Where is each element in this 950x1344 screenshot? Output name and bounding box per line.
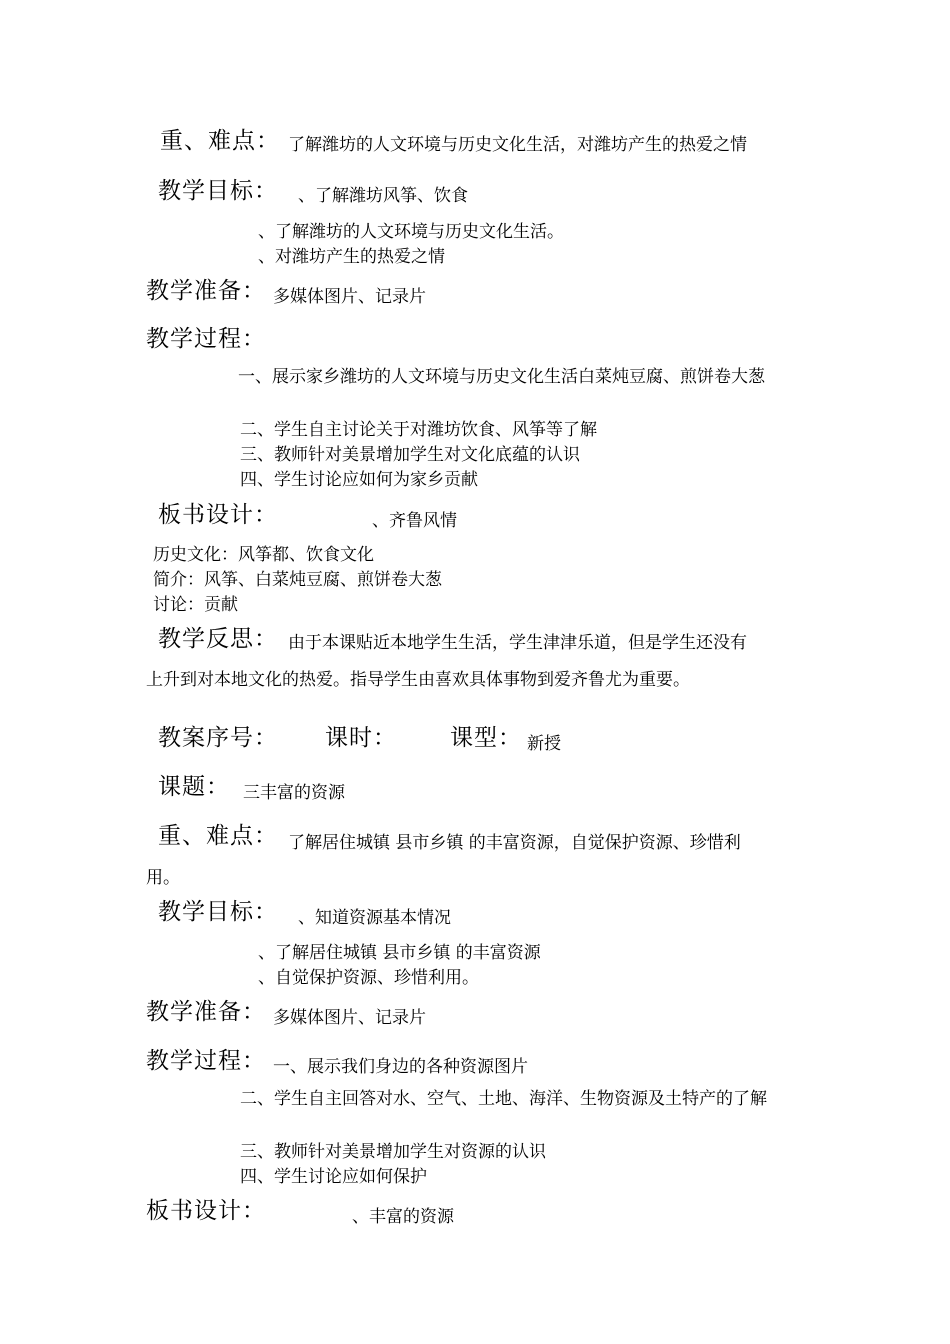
process-step: 三、教师针对美景增加学生对资源的认识: [240, 1142, 546, 1162]
prep-text: 多媒体图片、记录片: [273, 287, 426, 307]
process-step: 一、展示我们身边的各种资源图片: [273, 1057, 528, 1077]
process-step: 四、学生讨论应如何保护: [240, 1167, 427, 1187]
topic-label: 课题：: [158, 774, 230, 800]
focus-text: 了解居住城镇 县市乡镇 的丰富资源，自觉保护资源、珍惜利: [288, 833, 741, 853]
prep-label: 教学准备：: [146, 999, 266, 1025]
focus-label: 重、难点：: [158, 823, 278, 849]
board-line: 历史文化：风筝都、饮食文化: [153, 545, 374, 565]
focus-text: 了解潍坊的人文环境与历史文化生活，对潍坊产生的热爱之情: [288, 135, 747, 155]
board-label: 板书设计：: [146, 1198, 266, 1224]
type-value: 新授: [527, 734, 561, 754]
topic-value: 三丰富的资源: [243, 783, 345, 803]
reflection-text: 由于本课贴近本地学生生活，学生津津乐道，但是学生还没有: [288, 633, 747, 653]
focus-text: 用。: [146, 868, 180, 888]
serial-label: 教案序号：: [158, 725, 278, 751]
goal-item: 、自觉保护资源、珍惜利用。: [258, 968, 479, 988]
goal-item: 、了解潍坊的人文环境与历史文化生活。: [258, 222, 564, 242]
goal-item: 、了解居住城镇 县市乡镇 的丰富资源: [258, 943, 541, 963]
goal-item: 、了解潍坊风筝、饮食: [298, 186, 468, 206]
process-step: 四、学生讨论应如何为家乡贡献: [240, 470, 478, 490]
process-step: 一、展示家乡潍坊的人文环境与历史文化生活白菜炖豆腐、煎饼卷大葱: [238, 367, 765, 387]
goals-label: 教学目标：: [158, 178, 278, 204]
board-title: 、丰富的资源: [352, 1207, 454, 1227]
focus-label: 重、难点：: [160, 128, 280, 154]
reflection-text: 上升到对本地文化的热爱。指导学生由喜欢具体事物到爱齐鲁尤为重要。: [146, 670, 690, 690]
process-label: 教学过程：: [146, 326, 266, 352]
process-step: 二、学生自主回答对水、空气、土地、海洋、生物资源及土特产的了解: [240, 1089, 767, 1109]
board-label: 板书设计：: [158, 502, 278, 528]
reflection-label: 教学反思：: [158, 626, 278, 652]
goals-label: 教学目标：: [158, 899, 278, 925]
board-line: 讨论：贡献: [153, 595, 238, 615]
type-label: 课型：: [450, 725, 522, 751]
prep-label: 教学准备：: [146, 278, 266, 304]
goal-item: 、知道资源基本情况: [298, 908, 451, 928]
hours-label: 课时：: [325, 725, 397, 751]
process-label: 教学过程：: [146, 1048, 266, 1074]
prep-text: 多媒体图片、记录片: [273, 1008, 426, 1028]
goal-item: 、对潍坊产生的热爱之情: [258, 247, 445, 267]
board-title: 、齐鲁风情: [372, 511, 457, 531]
process-step: 三、教师针对美景增加学生对文化底蕴的认识: [240, 445, 580, 465]
board-line: 简介：风筝、白菜炖豆腐、煎饼卷大葱: [153, 570, 442, 590]
process-step: 二、学生自主讨论关于对潍坊饮食、风筝等了解: [240, 420, 597, 440]
